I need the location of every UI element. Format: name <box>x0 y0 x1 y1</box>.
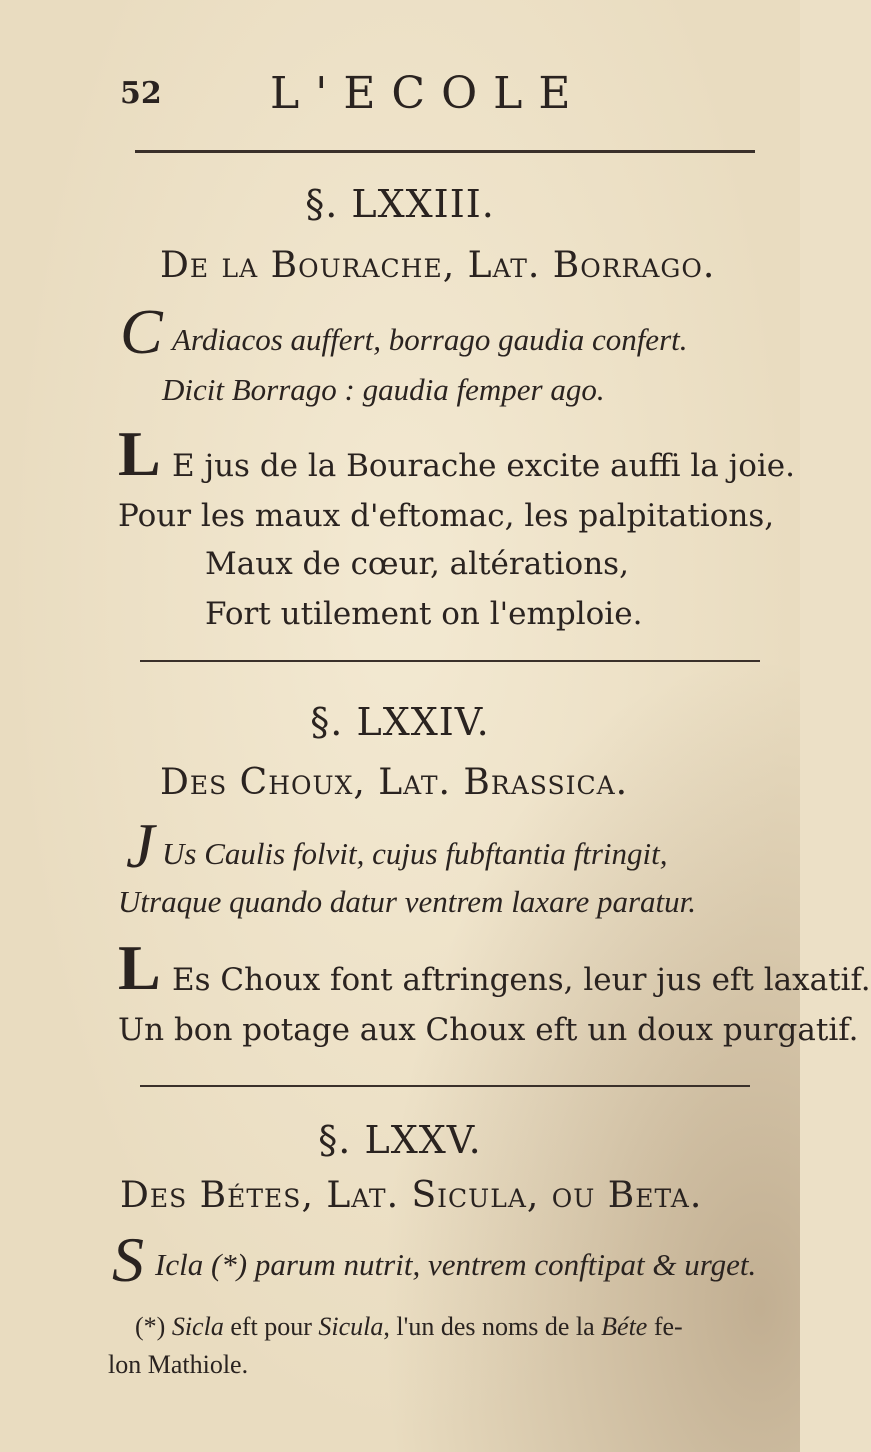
latin-verse: Icla (*) parum nutrit, ventrem conftipat & urget. <box>155 1247 757 1282</box>
latin-verse: Dicit Borrago : gaudia femper ago. <box>162 372 605 407</box>
drop-cap: L <box>118 932 161 1003</box>
latin-verse: Ardiacos auffert, borrago gaudia confert. <box>172 322 688 357</box>
french-verse: Maux de cœur, altérations, <box>205 546 629 582</box>
footnote-word: Sicula <box>318 1312 384 1341</box>
header-rule <box>135 150 755 153</box>
french-verse: Un bon potage aux Choux eft un doux purgatif. <box>118 1012 859 1048</box>
french-verse: Es Choux font aftringens, leur jus eft laxatif. <box>172 962 871 998</box>
footnote-text: eft pour <box>230 1312 312 1341</box>
footnote-line: lon Mathiole. <box>108 1350 249 1379</box>
section-title: Des Choux, Lat. Brassica. <box>160 762 629 803</box>
page-header <box>120 68 760 118</box>
page-number: 52 <box>120 76 162 111</box>
drop-cap: C <box>120 296 163 367</box>
french-verse: Fort utilement on l'emploie. <box>205 596 643 632</box>
footnote-text: fe- <box>653 1312 683 1341</box>
latin-verse: Utraque quando datur ventrem laxare paratur. <box>118 884 697 919</box>
section-title: Des Bétes, Lat. Sicula, ou Beta. <box>120 1175 703 1216</box>
latin-verse: Us Caulis folvit, cujus fubftantia ftringit, <box>162 836 668 871</box>
footnote-word: Béte <box>601 1312 648 1341</box>
footnote <box>135 1312 683 1342</box>
section-heading: §. LXXV. <box>318 1118 482 1162</box>
section-rule <box>140 660 760 662</box>
running-title: L'ECOLE <box>270 68 587 119</box>
section-heading: §. LXXIII. <box>305 182 495 226</box>
section-rule <box>140 1085 750 1087</box>
drop-cap: L <box>118 418 161 489</box>
footnote-text: , l'un des noms de la <box>383 1312 595 1341</box>
footnote-word: Sicla <box>171 1312 224 1341</box>
french-verse: Pour les maux d'eftomac, les palpitations, <box>118 498 775 534</box>
section-heading: §. LXXIV. <box>310 700 490 744</box>
drop-cap: J <box>126 810 155 881</box>
section-title: De la Bourache, Lat. Borrago. <box>160 245 716 286</box>
footnote-marker: (*) <box>135 1312 166 1341</box>
drop-cap: S <box>112 1224 144 1295</box>
french-verse: E jus de la Bourache excite auffi la joie. <box>172 448 795 484</box>
